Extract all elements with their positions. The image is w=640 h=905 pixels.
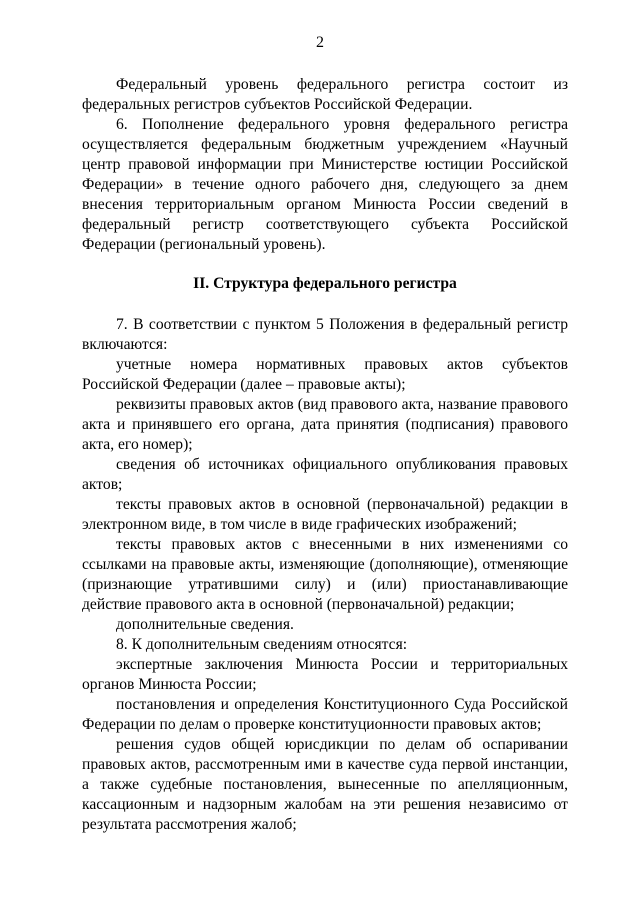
list-item: постановления и определения Конституционного Суда Российской Федерации по делам о проверке конституционности правовых актов; xyxy=(82,696,568,733)
list-item: реквизиты правовых актов (вид правового акта, название правового акта и принявшего его органа, дата принятия (подписания) правового акта, его номер); xyxy=(82,396,568,453)
list-item: дополнительные сведения. xyxy=(116,616,294,633)
paragraph: 8. К дополнительным сведениям относятся: xyxy=(116,636,408,653)
paragraph: 7. В соответствии с пунктом 5 Положения в федеральный регистр включаются: xyxy=(82,316,568,353)
list-item: решения судов общей юрисдикции по делам об оспаривании правовых актов, рассмотренным ими в качестве суда первой инстанции, а также судебные постановления, вынесенные по апелляционным, кассационным и надзорным жалобам на эти решения независимо от результата рассмотрения жалоб; xyxy=(82,736,568,833)
list-item: тексты правовых актов с внесенными в них изменениями со ссылками на правовые акты, изменяющие (дополняющие), отменяющие (признающие утратившими силу) и (или) приостанавливающие действие правового акта в основной (первоначальной) редакции; xyxy=(82,536,568,613)
list-item: учетные номера нормативных правовых актов субъектов Российской Федерации (далее – правовые акты); xyxy=(82,356,568,393)
document-body xyxy=(82,75,568,835)
list-item: экспертные заключения Минюста России и территориальных органов Минюста России; xyxy=(82,656,568,693)
page-number: 2 xyxy=(316,34,324,51)
list-item: сведения об источниках официального опубликования правовых актов; xyxy=(82,456,568,493)
list-item: тексты правовых актов в основной (первоначальной) редакции в электронном виде, в том числе в виде графических изображений; xyxy=(82,496,568,533)
paragraph: Федеральный уровень федерального регистра состоит из федеральных регистров субъектов Российской Федерации. xyxy=(82,76,568,113)
section-heading: II. Структура федерального регистра xyxy=(193,275,457,292)
paragraph: 6. Пополнение федерального уровня федерального регистра осуществляется федеральным бюджетным учреждением «Научный центр правовой информации при Министерстве юстиции Российской Федерации» в течение одного рабочего дня, следующего за днем внесения территориальным органом Минюста России сведений в федеральный регистр соответствующего субъекта Российской Федерации (региональный уровень). xyxy=(82,116,568,253)
